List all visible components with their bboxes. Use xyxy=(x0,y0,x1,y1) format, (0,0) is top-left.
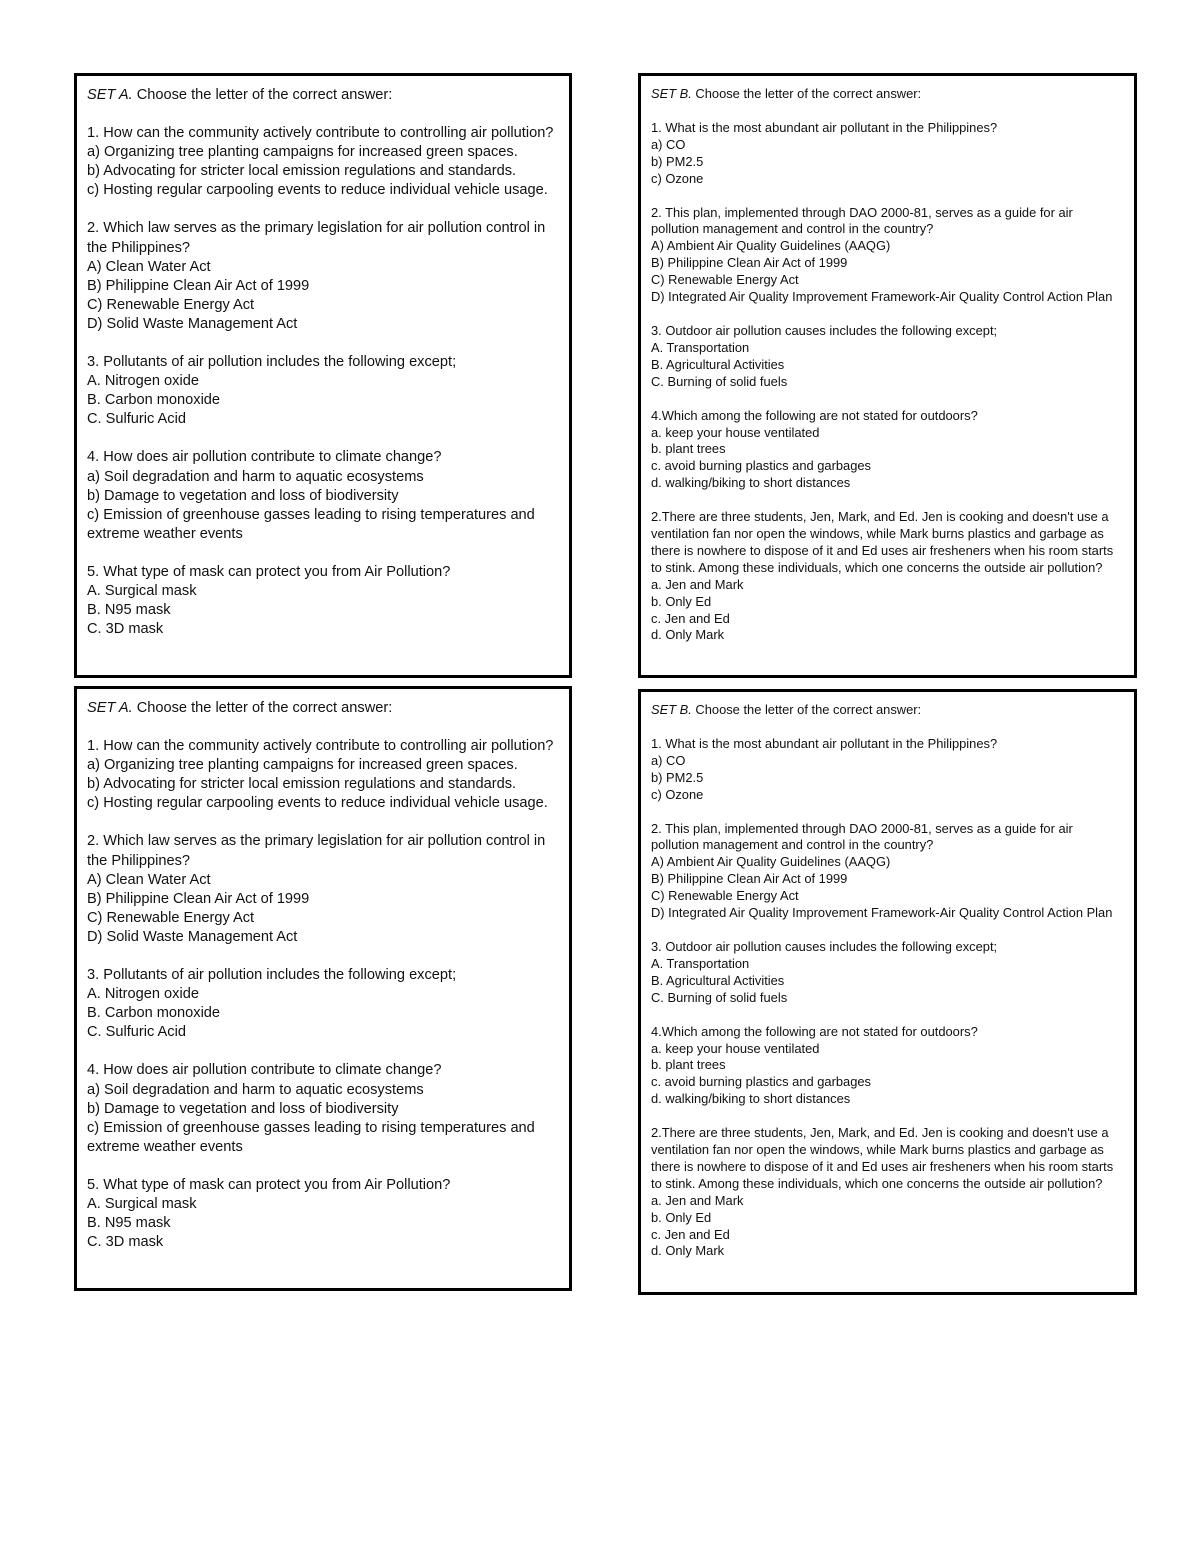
option-b[interactable]: B. Carbon monoxide xyxy=(87,392,221,409)
question-text: 5. What type of mask can protect you from Air Pollution? xyxy=(87,563,451,580)
option-a[interactable]: A. Transportation xyxy=(651,339,750,355)
question-text: 1. How can the community actively contribute to controlling air pollution? xyxy=(87,125,554,142)
option-a[interactable]: a) Organizing tree planting campaigns for increased green spaces. xyxy=(87,757,518,774)
option-b[interactable]: b. plant trees xyxy=(651,441,726,457)
option-b[interactable]: B) Philippine Clean Air Act of 1999 xyxy=(87,890,310,907)
option-c[interactable]: c. Jen and Ed xyxy=(651,1226,730,1242)
option-c[interactable]: C) Renewable Energy Act xyxy=(87,909,255,926)
question-text: 4.Which among the following are not stated for outdoors? xyxy=(651,407,978,423)
question-3 xyxy=(87,966,559,1042)
question-text: 3. Outdoor air pollution causes includes the following except; xyxy=(651,322,998,338)
question-text: 5. What type of mask can protect you from Air Pollution? xyxy=(87,1176,451,1193)
question-2 xyxy=(87,832,559,947)
question-1 xyxy=(651,736,1124,804)
option-a[interactable]: a. keep your house ventilated xyxy=(651,424,820,440)
option-a[interactable]: a. keep your house ventilated xyxy=(651,1040,820,1056)
set-b-heading xyxy=(651,702,1124,719)
set-b-instruction: Choose the letter of the correct answer: xyxy=(691,702,922,717)
option-d[interactable]: d. Only Mark xyxy=(651,1243,725,1259)
question-text: 3. Pollutants of air pollution includes the following except; xyxy=(87,967,457,984)
option-a[interactable]: A) Clean Water Act xyxy=(87,871,211,888)
option-a[interactable]: A. Nitrogen oxide xyxy=(87,373,199,390)
option-b[interactable]: b. Only Ed xyxy=(651,1209,712,1225)
option-b[interactable]: b) Damage to vegetation and loss of biodiversity xyxy=(87,1100,399,1117)
question-5 xyxy=(87,563,559,639)
set-b-heading xyxy=(651,86,1124,103)
question-5 xyxy=(651,1125,1124,1260)
set-a-instruction: Choose the letter of the correct answer: xyxy=(132,87,393,103)
question-2 xyxy=(87,219,559,334)
option-a[interactable]: a. Jen and Mark xyxy=(651,576,744,592)
question-5 xyxy=(651,509,1124,644)
option-c[interactable]: c) Emission of greenhouse gasses leading to rising temperatures and extreme weather events xyxy=(87,1119,535,1155)
option-b[interactable]: b) Damage to vegetation and loss of biodiversity xyxy=(87,487,399,504)
option-b[interactable]: B. N95 mask xyxy=(87,602,171,619)
question-5 xyxy=(87,1176,559,1252)
option-a[interactable]: A) Ambient Air Quality Guidelines (AAQG) xyxy=(651,854,891,870)
question-text: 4. How does air pollution contribute to climate change? xyxy=(87,449,442,466)
option-c[interactable]: c. avoid burning plastics and garbages xyxy=(651,1074,871,1090)
option-a[interactable]: A) Ambient Air Quality Guidelines (AAQG) xyxy=(651,238,891,254)
question-text: 4.Which among the following are not stated for outdoors? xyxy=(651,1023,978,1039)
option-b[interactable]: B) Philippine Clean Air Act of 1999 xyxy=(87,277,310,294)
set-a-label: SET A. xyxy=(87,700,133,716)
option-b[interactable]: B. N95 mask xyxy=(87,1215,171,1232)
option-b[interactable]: b) PM2.5 xyxy=(651,769,704,785)
question-text: 2. Which law serves as the primary legislation for air pollution control in the Philippines? xyxy=(87,833,550,869)
option-c[interactable]: C) Renewable Energy Act xyxy=(651,272,799,288)
option-d[interactable]: d. Only Mark xyxy=(651,627,725,643)
question-3 xyxy=(651,939,1124,1007)
option-d[interactable]: d. walking/biking to short distances xyxy=(651,1091,851,1107)
option-a[interactable]: A. Surgical mask xyxy=(87,582,197,599)
question-4 xyxy=(651,1024,1124,1109)
question-text: 2. Which law serves as the primary legislation for air pollution control in the Philippines? xyxy=(87,220,550,256)
option-b[interactable]: B) Philippine Clean Air Act of 1999 xyxy=(651,871,848,887)
option-a[interactable]: A. Nitrogen oxide xyxy=(87,986,199,1003)
option-b[interactable]: B. Carbon monoxide xyxy=(87,1005,221,1022)
question-text: 1. What is the most abundant air pollutant in the Philippines? xyxy=(651,735,998,751)
set-a-heading xyxy=(87,86,559,105)
option-a[interactable]: A. Surgical mask xyxy=(87,1195,197,1212)
question-1 xyxy=(87,124,559,200)
question-4 xyxy=(651,408,1124,493)
set-a-card-bottom xyxy=(74,686,572,1291)
question-text: 1. How can the community actively contribute to controlling air pollution? xyxy=(87,738,554,755)
question-4 xyxy=(87,448,559,543)
question-2 xyxy=(651,821,1124,922)
question-3 xyxy=(87,353,559,429)
option-c[interactable]: C) Renewable Energy Act xyxy=(87,296,255,313)
question-text: 1. What is the most abundant air pollutant in the Philippines? xyxy=(651,119,998,135)
set-b-card-bottom xyxy=(638,689,1137,1295)
option-c[interactable]: c) Ozone xyxy=(651,786,704,802)
set-a-card-top xyxy=(74,73,572,678)
question-text: 3. Pollutants of air pollution includes the following except; xyxy=(87,354,457,371)
option-a[interactable]: A) Clean Water Act xyxy=(87,258,211,275)
question-text: 2.There are three students, Jen, Mark, and Ed. Jen is cooking and doesn't use a ventilation fan nor open the windows, while Mark burns plastics and garbage as there is nowhere to dispose of it and Ed uses air fresheners when his room starts to stink. Among these individuals, which one concerns the outside air pollution? xyxy=(651,509,1117,575)
option-c[interactable]: C. 3D mask xyxy=(87,1234,164,1251)
set-a-instruction: Choose the letter of the correct answer: xyxy=(132,700,393,716)
set-a-label: SET A. xyxy=(87,87,133,103)
option-b[interactable]: b) PM2.5 xyxy=(651,153,704,169)
question-4 xyxy=(87,1061,559,1156)
option-d[interactable]: D) Solid Waste Management Act xyxy=(87,315,298,332)
set-b-card-top xyxy=(638,73,1137,678)
option-a[interactable]: a) Soil degradation and harm to aquatic ecosystems xyxy=(87,1081,424,1098)
question-text: 2. This plan, implemented through DAO 2000-81, serves as a guide for air pollution management and control in the country? xyxy=(651,204,1077,237)
question-1 xyxy=(651,120,1124,188)
option-d[interactable]: D) Integrated Air Quality Improvement Framework-Air Quality Control Action Plan xyxy=(651,289,1113,305)
option-a[interactable]: a. Jen and Mark xyxy=(651,1192,744,1208)
question-text: 4. How does air pollution contribute to climate change? xyxy=(87,1062,442,1079)
option-a[interactable]: a) Organizing tree planting campaigns for increased green spaces. xyxy=(87,144,518,161)
question-text: 2. This plan, implemented through DAO 2000-81, serves as a guide for air pollution management and control in the country? xyxy=(651,820,1077,853)
option-a[interactable]: a) CO xyxy=(651,136,686,152)
set-b-label: SET B. xyxy=(651,86,692,101)
question-text: 3. Outdoor air pollution causes includes the following except; xyxy=(651,938,998,954)
option-c[interactable]: c. avoid burning plastics and garbages xyxy=(651,458,871,474)
option-c[interactable]: c. Jen and Ed xyxy=(651,610,730,626)
option-d[interactable]: D) Solid Waste Management Act xyxy=(87,928,298,945)
option-c[interactable]: C. 3D mask xyxy=(87,621,164,638)
question-text: 2.There are three students, Jen, Mark, and Ed. Jen is cooking and doesn't use a ventilation fan nor open the windows, while Mark burns plastics and garbage as there is nowhere to dispose of it and Ed uses air fresheners when his room starts to stink. Among these individuals, which one concerns the outside air pollution? xyxy=(651,1125,1117,1191)
option-a[interactable]: a) CO xyxy=(651,752,686,768)
option-c[interactable]: C. Burning of solid fuels xyxy=(651,373,788,389)
option-c[interactable]: c) Hosting regular carpooling events to reduce individual vehicle usage. xyxy=(87,795,548,812)
option-a[interactable]: A. Transportation xyxy=(651,955,750,971)
question-3 xyxy=(651,323,1124,391)
set-a-heading xyxy=(87,699,559,718)
option-b[interactable]: b) Advocating for stricter local emission regulations and standards. xyxy=(87,776,517,793)
option-c[interactable]: C. Sulfuric Acid xyxy=(87,1024,186,1041)
question-2 xyxy=(651,205,1124,306)
set-b-instruction: Choose the letter of the correct answer: xyxy=(691,86,922,101)
option-c[interactable]: C. Sulfuric Acid xyxy=(87,411,186,428)
option-b[interactable]: B. Agricultural Activities xyxy=(651,356,785,372)
option-c[interactable]: c) Emission of greenhouse gasses leading to rising temperatures and extreme weather events xyxy=(87,506,535,542)
option-c[interactable]: C) Renewable Energy Act xyxy=(651,888,799,904)
option-b[interactable]: B) Philippine Clean Air Act of 1999 xyxy=(651,255,848,271)
option-b[interactable]: B. Agricultural Activities xyxy=(651,972,785,988)
option-a[interactable]: a) Soil degradation and harm to aquatic ecosystems xyxy=(87,468,424,485)
question-1 xyxy=(87,737,559,813)
option-b[interactable]: b. plant trees xyxy=(651,1057,726,1073)
option-b[interactable]: b) Advocating for stricter local emission regulations and standards. xyxy=(87,163,517,180)
option-d[interactable]: D) Integrated Air Quality Improvement Framework-Air Quality Control Action Plan xyxy=(651,905,1113,921)
option-c[interactable]: c) Ozone xyxy=(651,170,704,186)
set-b-label: SET B. xyxy=(651,702,692,717)
option-d[interactable]: d. walking/biking to short distances xyxy=(651,475,851,491)
option-c[interactable]: c) Hosting regular carpooling events to reduce individual vehicle usage. xyxy=(87,182,548,199)
option-c[interactable]: C. Burning of solid fuels xyxy=(651,989,788,1005)
option-b[interactable]: b. Only Ed xyxy=(651,593,712,609)
